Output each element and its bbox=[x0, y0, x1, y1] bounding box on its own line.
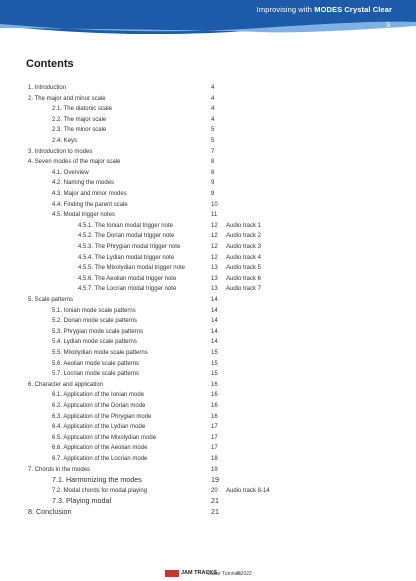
toc-entry-audio-track: Audio track 8-14 bbox=[226, 487, 270, 494]
toc-entry-page: 13 bbox=[211, 286, 218, 293]
toc-entry[interactable] bbox=[0, 507, 416, 517]
toc-entry-title: 7. Chords in the modes bbox=[28, 466, 91, 473]
toc-entry-page: 20 bbox=[211, 487, 218, 494]
toc-entry[interactable] bbox=[0, 178, 416, 188]
toc-entry-page: 16 bbox=[211, 381, 218, 388]
toc-entry[interactable] bbox=[0, 454, 416, 464]
toc-entry-page: 19 bbox=[211, 466, 218, 473]
toc-entry-title: 5.4. Lydian mode scale patterns bbox=[52, 339, 137, 346]
toc-entry[interactable] bbox=[0, 284, 416, 294]
toc-entry[interactable] bbox=[0, 136, 416, 146]
toc-entry-title: 6.5. Application of the Mixolydian mode bbox=[52, 434, 157, 441]
toc-entry-page: 15 bbox=[211, 371, 218, 378]
toc-entry-page: 12 bbox=[211, 254, 218, 261]
toc-entry-title: 4.5.7. The Locrian modal trigger note bbox=[78, 286, 177, 293]
document-title-prefix: Improvising with bbox=[256, 5, 315, 14]
toc-entry-title: 2.2. The major scale bbox=[52, 116, 107, 123]
toc-entry[interactable] bbox=[0, 316, 416, 326]
toc-entry-page: 9 bbox=[211, 191, 215, 197]
toc-entry-page: 4 bbox=[211, 116, 215, 123]
toc-entry-page: 15 bbox=[211, 350, 218, 356]
toc-entry-title: 4.3. Major and minor modes bbox=[52, 191, 127, 197]
toc-entry-page: 4 bbox=[211, 85, 215, 91]
jamtracks-logo-icon bbox=[165, 570, 179, 577]
toc-entry-page: 19 bbox=[211, 475, 219, 485]
toc-entry-title: 6.2. Application of the Dorian mode bbox=[52, 403, 146, 409]
toc-entry-page: 7 bbox=[211, 148, 215, 155]
toc-entry-title: 2.4. Keys bbox=[52, 138, 78, 144]
logo-text: JAM TRACKS bbox=[181, 570, 218, 576]
toc-entry-title: 5.6. Aeolian mode scale patterns bbox=[52, 360, 140, 367]
toc-entry-page: 16 bbox=[211, 413, 218, 420]
toc-entry-title: 6.4. Application of the Lydian mode bbox=[52, 424, 146, 431]
toc-entry[interactable] bbox=[0, 104, 416, 114]
toc-entry[interactable] bbox=[0, 157, 416, 167]
toc-entry[interactable] bbox=[0, 422, 416, 432]
toc-entry[interactable] bbox=[0, 242, 416, 252]
toc-entry[interactable] bbox=[0, 168, 416, 178]
toc-entry-page: 10 bbox=[211, 201, 218, 208]
toc-entry[interactable] bbox=[0, 348, 416, 358]
page-footer bbox=[0, 570, 416, 580]
toc-entry-title: 4. Seven modes of the major scale bbox=[28, 159, 121, 166]
toc-entry-page: 14 bbox=[211, 297, 218, 303]
toc-entry-page: 12 bbox=[211, 233, 218, 240]
toc-entry[interactable] bbox=[0, 369, 416, 379]
toc-entry[interactable] bbox=[0, 390, 416, 400]
toc-entry[interactable] bbox=[0, 274, 416, 284]
toc-entry-title: 6.1. Application of the Ionian mode bbox=[52, 392, 145, 399]
toc-entry-title: 4.5.4. The Lydian modal trigger note bbox=[78, 254, 175, 261]
toc-entry-title: 5.7. Locrian mode scale patterns bbox=[52, 371, 140, 378]
toc-entry-title: 5.2. Dorian mode scale patterns bbox=[52, 318, 138, 325]
page-number: 3 bbox=[385, 20, 390, 29]
toc-entry-page: 8 bbox=[211, 169, 215, 176]
toc-entry-title: 4.5.6. The Aeolian modal trigger note bbox=[78, 275, 177, 282]
toc-entry[interactable] bbox=[0, 221, 416, 231]
toc-entry[interactable] bbox=[0, 115, 416, 125]
toc-entry[interactable] bbox=[0, 486, 416, 496]
toc-entry[interactable] bbox=[0, 83, 416, 93]
toc-entry-title: 6.6. Application of the Aeolian mode bbox=[52, 445, 148, 452]
toc-entry-title: 4.5.3. The Phrygian modal trigger note bbox=[78, 244, 181, 250]
toc-entry-page: 18 bbox=[211, 456, 218, 462]
toc-entry-page: 17 bbox=[211, 434, 218, 441]
toc-entry-title: 6.3. Application of the Phrygian mode bbox=[52, 413, 152, 420]
document-title-bold: MODES Crystal Clear bbox=[314, 5, 392, 14]
toc-entry-title: 4.5.5. The Mixolydian modal trigger note bbox=[78, 265, 185, 272]
toc-entry-title: 4.1. Overview bbox=[52, 169, 89, 176]
toc-entry[interactable] bbox=[0, 475, 416, 485]
toc-entry-page: 5 bbox=[211, 127, 215, 134]
toc-entry-audio-track: Audio track 7 bbox=[226, 286, 262, 293]
toc-entry[interactable] bbox=[0, 443, 416, 453]
toc-entry[interactable] bbox=[0, 412, 416, 422]
toc-entry-title: 2.3. The minor scale bbox=[52, 127, 107, 134]
toc-entry[interactable] bbox=[0, 359, 416, 369]
toc-entry[interactable] bbox=[0, 496, 416, 506]
toc-entry-title: 4.5.2. The Dorian modal trigger note bbox=[78, 233, 175, 240]
toc-entry[interactable] bbox=[0, 465, 416, 475]
toc-entry-title: 2. The major and minor scale bbox=[28, 95, 106, 102]
toc-entry-page: 17 bbox=[211, 445, 218, 452]
toc-entry-title: 4.4. Finding the parent scale bbox=[52, 201, 128, 208]
toc-entry-title: 5. Scale patterns bbox=[28, 297, 74, 303]
toc-entry[interactable] bbox=[0, 94, 416, 104]
toc-entry-page: 21 bbox=[211, 496, 219, 506]
contents-heading: Contents bbox=[26, 58, 74, 70]
toc-entry-title: 4.2. Naming the modes bbox=[52, 180, 115, 187]
toc-entry[interactable] bbox=[0, 189, 416, 199]
toc-entry-title: 4.5. Modal trigger notes bbox=[52, 212, 116, 219]
toc-entry-audio-track: Audio track 6 bbox=[226, 275, 262, 282]
toc-entry-title: 4.5.1. The Ionian modal trigger note bbox=[78, 222, 173, 229]
toc-entry[interactable] bbox=[0, 327, 416, 337]
toc-entry-page: 8 bbox=[211, 159, 215, 166]
toc-entry[interactable] bbox=[0, 337, 416, 347]
toc-entry-page: 14 bbox=[211, 307, 218, 314]
toc-entry-audio-track: Audio track 2 bbox=[226, 233, 262, 240]
toc-entry-title: 3. Introduction to modes bbox=[28, 148, 93, 155]
toc-entry[interactable] bbox=[0, 231, 416, 241]
toc-entry-title: 8. Conclusion bbox=[28, 507, 72, 516]
toc-entry-page: 13 bbox=[211, 265, 218, 272]
toc-entry-page: 14 bbox=[211, 339, 218, 346]
toc-entry-page: 15 bbox=[211, 360, 218, 367]
toc-entry-audio-track: Audio track 5 bbox=[226, 265, 262, 272]
toc-entry-page: 14 bbox=[211, 328, 218, 335]
toc-entry-page: 12 bbox=[211, 244, 218, 250]
toc-entry[interactable] bbox=[0, 263, 416, 273]
toc-entry[interactable] bbox=[0, 433, 416, 443]
toc-entry-title: 6. Character and application bbox=[28, 381, 104, 388]
toc-entry[interactable] bbox=[0, 125, 416, 135]
toc-entry-audio-track: Audio track 1 bbox=[226, 222, 262, 229]
toc-entry[interactable] bbox=[0, 200, 416, 210]
copyright: ©2022 bbox=[237, 570, 252, 577]
toc-entry-page: 5 bbox=[211, 138, 215, 144]
toc-entry-title: 2.1. The diatonic scale bbox=[52, 106, 112, 113]
toc-entry[interactable] bbox=[0, 306, 416, 316]
toc-entry-page: 16 bbox=[211, 392, 218, 399]
toc-entry-page: 14 bbox=[211, 318, 218, 325]
toc-entry[interactable] bbox=[0, 253, 416, 263]
toc-entry-page: 4 bbox=[211, 95, 215, 102]
toc-entry-page: 9 bbox=[211, 180, 215, 187]
toc-entry[interactable] bbox=[0, 380, 416, 390]
toc-entry-audio-track: Audio track 4 bbox=[226, 254, 262, 261]
toc-entry-page: 21 bbox=[211, 507, 219, 516]
toc-entry[interactable] bbox=[0, 210, 416, 220]
toc-entry-title: 7.3. Playing modal bbox=[52, 496, 112, 506]
toc-entry-page: 16 bbox=[211, 403, 218, 409]
toc-entry[interactable] bbox=[0, 401, 416, 411]
toc-entry-title: 5.3. Phrygian mode scale patterns bbox=[52, 328, 144, 335]
toc-entry-title: 7.2. Modal chords for modal playing bbox=[52, 487, 148, 494]
toc-entry[interactable] bbox=[0, 295, 416, 305]
toc-entry-page: 13 bbox=[211, 275, 218, 282]
toc-entry-page: 11 bbox=[211, 212, 218, 219]
toc-entry-title: 5.5. Mixolydian mode scale patterns bbox=[52, 350, 148, 356]
toc-entry[interactable] bbox=[0, 147, 416, 157]
toc-entry-title: 5.1. Ionian mode scale patterns bbox=[52, 307, 136, 314]
toc-entry-title: 1. Introduction bbox=[28, 85, 67, 91]
toc-entry-audio-track: Audio track 3 bbox=[226, 244, 262, 250]
logo-subtitle: Guitar Tutorials bbox=[207, 570, 241, 577]
toc-entry-page: 17 bbox=[211, 424, 218, 431]
toc-entry-title: 6.7. Application of the Locrian mode bbox=[52, 456, 148, 462]
toc-entry-page: 12 bbox=[211, 222, 218, 229]
toc-entry-title: 7.1. Harmonizing the modes bbox=[52, 475, 142, 485]
toc-entry-page: 4 bbox=[211, 106, 215, 113]
